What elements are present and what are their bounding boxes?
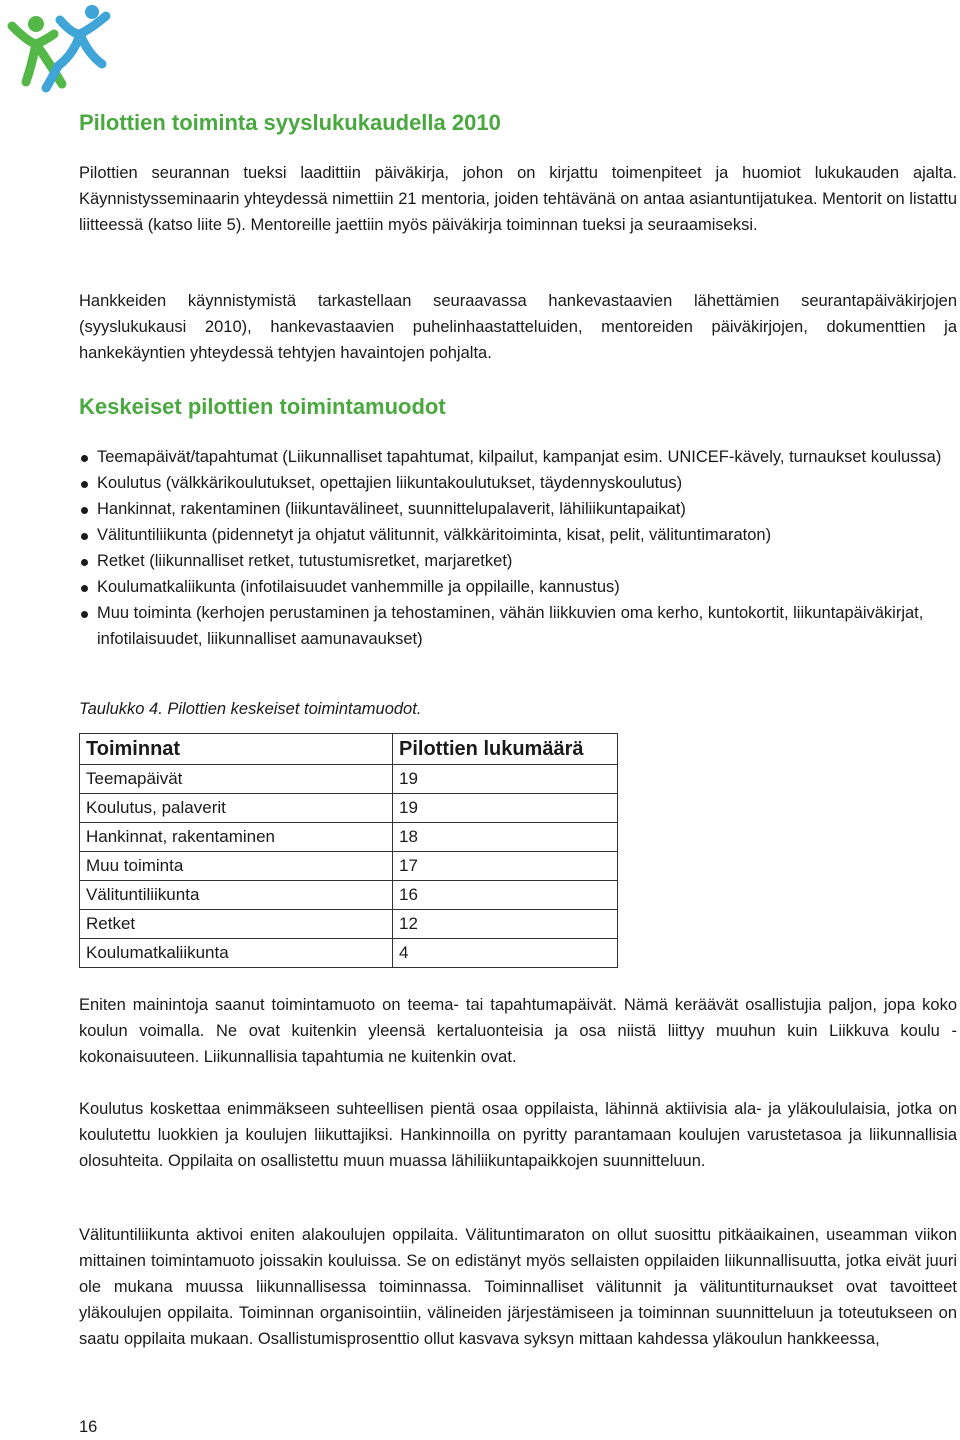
bullet-list	[79, 444, 957, 652]
list-item-text: Muu toiminta (kerhojen perustaminen ja tehostaminen, vähän liikkuvien oma kerho, kuntokortit, liikuntapäiväkirjat, infotilaisuudet, liikunnalliset aamunavaukset)	[97, 604, 924, 648]
table-cell: Muu toiminta	[80, 852, 393, 881]
table-cell: Koulumatkaliikunta	[80, 939, 393, 968]
list-item	[79, 548, 957, 574]
table-cell: Hankinnat, rakentaminen	[80, 823, 393, 852]
table-row	[80, 852, 618, 881]
table-row	[80, 794, 618, 823]
blue-head-icon	[85, 5, 99, 19]
table-cell: Retket	[80, 910, 393, 939]
list-item	[79, 522, 957, 548]
list-item	[79, 496, 957, 522]
table-cell: 19	[393, 765, 618, 794]
table-cell: 17	[393, 852, 618, 881]
table-cell: Välituntiliikunta	[80, 881, 393, 910]
green-head-icon	[28, 16, 44, 32]
paragraph: Eniten mainintoja saanut toimintamuoto on teema- tai tapahtumapäivät. Nämä keräävät osallistujia paljon, jopa koko koulun voimalla. Ne ovat kuitenkin yleensä kertaluonteisia ja osa niistä liittyy muuhun kuin Liikkuva koulu -kokonaisuuteen. Liikunnallisia tapahtumia ne kuitenkin ovat.	[79, 996, 957, 1066]
table-header-cell: Toiminnat	[80, 734, 393, 765]
table-cell: 18	[393, 823, 618, 852]
paragraph: Koulutus koskettaa enimmäkseen suhteellisen pientä osaa oppilaista, lähinnä aktiivisia ala- ja yläkoululaisia, jotka on koulutettu luokkien ja koulujen liikuttajiksi. Hankinnoilla on pyritty parantamaan koulujen varustetasoa ja liikunnallisia olosuhteita. Oppilaita on osallistettu muun muassa lähiliikuntapaikkojen suunnitteluun.	[79, 1100, 957, 1170]
section-heading: Pilottien toiminta syyslukukaudella 2010	[79, 110, 501, 135]
bullet-icon	[81, 507, 88, 514]
bullet-icon	[81, 455, 88, 462]
bullet-icon	[81, 559, 88, 566]
data-table	[79, 733, 618, 968]
table-caption: Taulukko 4. Pilottien keskeiset toimintamuodot.	[79, 700, 422, 718]
table-row	[80, 939, 618, 968]
page-number: 16	[79, 1418, 98, 1436]
list-item-text: Välituntiliikunta (pidennetyt ja ohjatut välitunnit, välkkäritoiminta, kisat, pelit, välituntimaraton)	[97, 526, 772, 544]
list-item-text: Teemapäivät/tapahtumat (Liikunnalliset tapahtumat, kilpailut, kampanjat esim. UNICEF-kävely, turnaukset koulussa)	[97, 448, 942, 466]
bullet-icon	[81, 481, 88, 488]
list-item-text: Retket (liikunnalliset retket, tutustumisretket, marjaretket)	[97, 552, 513, 570]
logo	[2, 4, 114, 100]
list-item	[79, 600, 957, 652]
table-cell: 4	[393, 939, 618, 968]
list-item	[79, 470, 957, 496]
bullet-icon	[81, 585, 88, 592]
table-cell: Koulutus, palaverit	[80, 794, 393, 823]
subsection-heading: Keskeiset pilottien toimintamuodot	[79, 394, 446, 419]
table-cell: Teemapäivät	[80, 765, 393, 794]
table-header-cell: Pilottien lukumäärä	[393, 734, 618, 765]
blue-figure-icon	[46, 16, 106, 88]
table-cell: 12	[393, 910, 618, 939]
table-header-row	[80, 734, 618, 765]
list-item-text: Koulumatkaliikunta (infotilaisuudet vanhemmille ja oppilaille, kannustus)	[97, 578, 620, 596]
table-row	[80, 910, 618, 939]
list-item-text: Koulutus (välkkärikoulutukset, opettajien liikuntakoulutukset, täydennyskoulutus)	[97, 474, 683, 492]
table-cell: 16	[393, 881, 618, 910]
list-item	[79, 574, 957, 600]
table-row	[80, 881, 618, 910]
list-item	[79, 444, 957, 470]
bullet-icon	[81, 533, 88, 540]
table-row	[80, 765, 618, 794]
paragraph: Välituntiliikunta aktivoi eniten alakoulujen oppilaita. Välituntimaraton on ollut suosittu pitkäaikainen, useamman viikon mittainen toimintamuoto joissakin kouluissa. Se on edistänyt myös sellaisten oppilaiden liikunnallisuutta, jotka eivät juuri ole mukana muussa liikunnallisessa toiminnassa. Toiminnalliset välitunnit ja välituntiturnaukset ovat tavoitteet yläkoulujen oppilaita. Toiminnan organisointiin, välineiden järjestämiseen ja toiminnan suunnitteluun ja toteutukseen on saatu oppilaita mukaan. Osallistumisprosenttio ollut kasvava syksyn mittaan kahdessa yläkoulun hankkeessa,	[79, 1226, 957, 1348]
paragraph: Hankkeiden käynnistymistä tarkastellaan seuraavassa hankevastaavien lähettämien seurantapäiväkirjojen (syyslukukausi 2010), hankevastaavien puhelinhaastatteluiden, mentoreiden päiväkirjojen, dokumenttien ja hankekäyntien yhteydessä tehtyjen havaintojen pohjalta.	[79, 292, 957, 362]
table-row	[80, 823, 618, 852]
list-item-text: Hankinnat, rakentaminen (liikuntavälineet, suunnittelupalaverit, lähiliikuntapaikat)	[97, 500, 686, 518]
paragraph: Pilottien seurannan tueksi laadittiin päiväkirja, johon on kirjattu toimenpiteet ja huomiot lukukauden ajalta. Käynnistysseminaarin yhteydessä nimettiin 21 mentoria, joiden tehtävänä on antaa asiantuntijatukea. Mentorit on listattu liitteessä (katso liite 5). Mentoreille jaettiin myös päiväkirja toiminnan tueksi ja seuraamiseksi.	[79, 164, 957, 234]
bullet-icon	[81, 611, 88, 618]
table-cell: 19	[393, 794, 618, 823]
